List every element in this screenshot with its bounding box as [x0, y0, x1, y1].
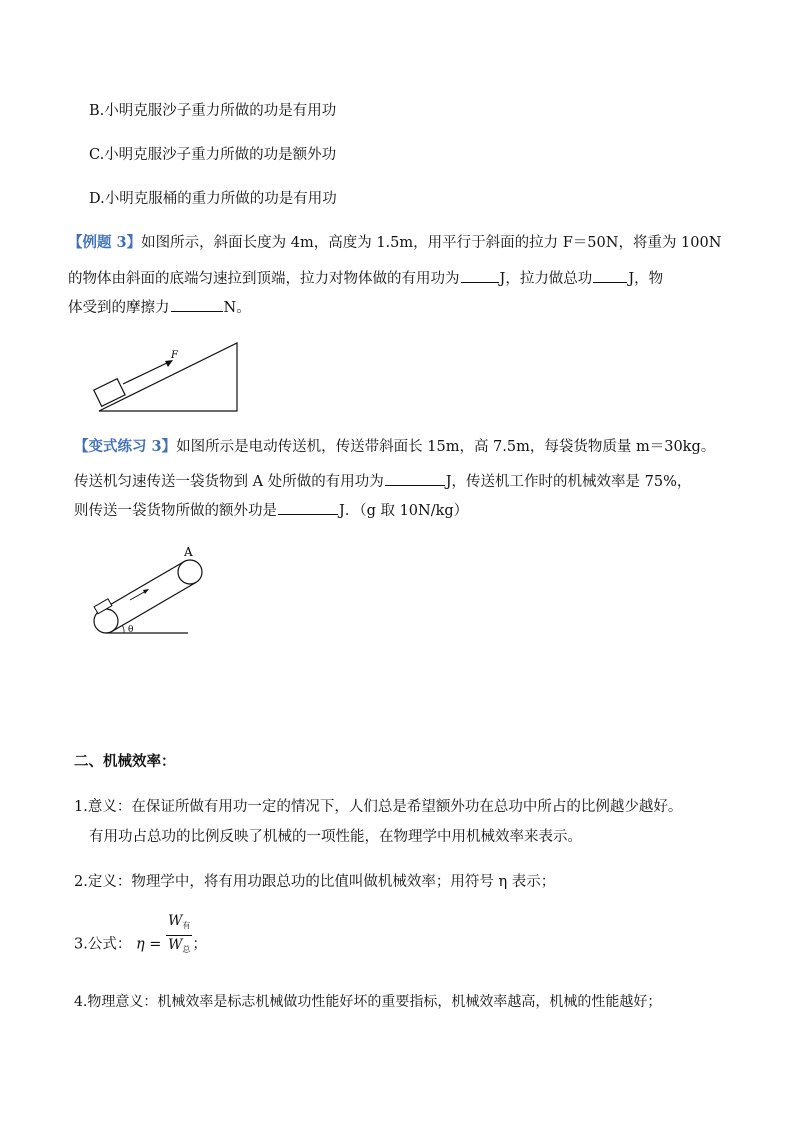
- variant3-text1: 如图所示是电动传送机，传送带斜面长 15m，高 7.5m，每袋货物质量 m＝30kg。: [176, 439, 716, 455]
- para2: 2.定义：物理学中，将有用功跟总功的比值叫做机械效率；用符号 η 表示；: [74, 874, 556, 890]
- motion-arrowhead: [143, 589, 149, 594]
- variant3-text2a: 传送机匀速传送一袋货物到 A 处所做的有用功为: [74, 474, 384, 490]
- variant3-line3: [74, 500, 468, 521]
- example3-text2a: 的物体由斜面的底端匀速拉到顶端，拉力对物体做的有用功为: [68, 271, 460, 287]
- theta-label: θ: [128, 625, 134, 635]
- answer-blank[interactable]: [171, 297, 223, 312]
- variant3-text3a: 则传送一袋货物所做的额外功是: [74, 503, 277, 519]
- cargo-box: [94, 599, 112, 614]
- example3-text2c: J，物: [628, 271, 664, 287]
- formula-label: 3.公式：: [74, 936, 132, 953]
- conveyor-figure: [90, 542, 200, 637]
- answer-blank[interactable]: [461, 268, 499, 283]
- formula-fraction: [166, 912, 192, 959]
- belt-top: [100, 562, 184, 611]
- example3-text1: 如图所示，斜面长度为 4m，高度为 1.5m，用平行于斜面的拉力 F＝50N，将重为 100N: [141, 235, 722, 251]
- angle-arc: [122, 625, 124, 633]
- section-heading: 二、机械效率：: [74, 753, 176, 770]
- variant3-text2b: J，传送机工作时的机械效率是 75%，: [445, 474, 692, 490]
- force-label: F: [171, 350, 178, 361]
- example3-line3: [68, 297, 251, 318]
- formula-eta: η =: [135, 936, 162, 953]
- para3: [74, 913, 207, 959]
- example3-text3b: N。: [223, 300, 251, 316]
- force-arrow: [123, 362, 169, 384]
- formula-numerator: $W_有$: [166, 912, 192, 936]
- para1-line1: 1.意义：在保证所做有用功一定的情况下，人们总是希望额外功在总功中所占的比例越少越好。: [74, 799, 683, 815]
- variant3-line1: [74, 437, 715, 457]
- para1-line2: 有用功占总功的比例反映了机械的一项性能，在物理学中用机械效率来表示。: [89, 829, 582, 845]
- point-a-label: A: [184, 545, 193, 559]
- variant3-line2: [74, 471, 691, 492]
- answer-blank[interactable]: [385, 471, 445, 486]
- option-b: B.小明克服沙子重力所做的功是有用功: [89, 103, 337, 119]
- incline-triangle: [99, 343, 237, 411]
- example3-line2: [68, 268, 663, 289]
- para4: 4.物理意义：机械效率是标志机械做功性能好坏的重要指标，机械效率越高，机械的性能越好；: [74, 994, 662, 1010]
- answer-blank[interactable]: [593, 268, 627, 283]
- example3-text2b: J，拉力做总功: [499, 271, 593, 287]
- answer-blank[interactable]: [278, 500, 338, 515]
- formula-tail: ；: [192, 936, 207, 953]
- belt-bottom: [112, 582, 196, 631]
- variant3-text3b: J．（g 取 10N/kg）: [339, 503, 469, 519]
- formula-denominator: $W_总$: [168, 937, 191, 954]
- example3-text3a: 体受到的摩擦力: [68, 300, 170, 316]
- variant3-tag: 【变式练习 3】: [74, 438, 177, 455]
- option-d: D.小明克服桶的重力所做的功是有用功: [89, 191, 337, 207]
- option-c: C.小明克服沙子重力所做的功是额外功: [89, 147, 337, 163]
- incline-figure: [85, 338, 245, 418]
- block: [94, 379, 125, 407]
- example3-line1: [68, 233, 721, 253]
- example3-tag: 【例题 3】: [68, 234, 142, 251]
